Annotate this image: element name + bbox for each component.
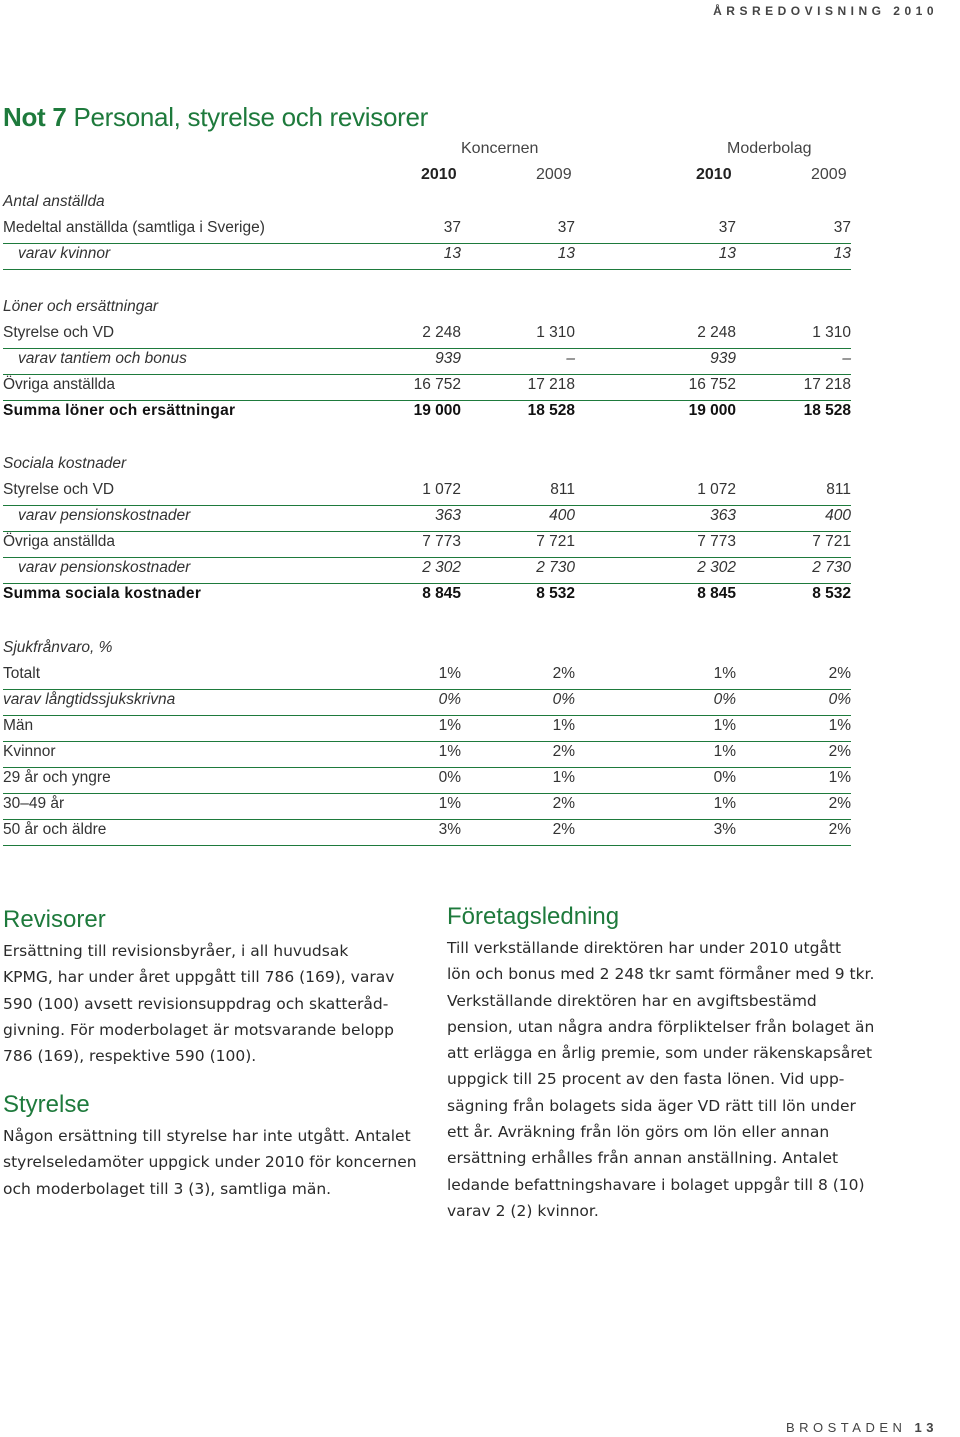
row-label: varav kvinnor [18, 245, 111, 262]
cell-value: 811 [826, 481, 851, 498]
row-label: Övriga anställda [3, 376, 116, 393]
cell-value: – [566, 350, 575, 367]
table-row [3, 767, 851, 794]
cell-value: 811 [550, 481, 575, 498]
table-row [3, 348, 851, 375]
cell-value: 17 218 [527, 376, 575, 393]
row-label: 50 år och äldre [3, 821, 107, 838]
cell-value: 0% [438, 691, 461, 708]
cell-value: 19 000 [688, 402, 736, 419]
row-label: varav pensionskostnader [18, 559, 191, 576]
cell-value: 37 [833, 219, 851, 236]
cell-value: 2 730 [812, 559, 851, 576]
column-group-moderbolag: Moderbolag [727, 140, 812, 157]
table-row [3, 689, 851, 716]
cell-value: 1% [713, 743, 736, 760]
cell-value: 1 310 [536, 324, 575, 341]
cell-value: 2% [828, 795, 851, 812]
cell-value: 8 845 [697, 585, 736, 602]
table-row [3, 663, 851, 690]
styrelse-heading: Styrelse [3, 1091, 90, 1118]
cell-value: 400 [825, 507, 851, 524]
cell-value: 0% [713, 691, 736, 708]
table-row [3, 453, 851, 479]
note-title: Personal, styrelse och revisorer [73, 102, 428, 132]
row-label: Sociala kostnader [3, 455, 127, 472]
row-label: Medeltal anställda (samtliga i Sverige) [3, 219, 265, 236]
cell-value: 363 [435, 507, 461, 524]
cell-value: 2% [828, 743, 851, 760]
row-label: 30–49 år [3, 795, 65, 812]
cell-value: 2 302 [422, 559, 461, 576]
cell-value: 0% [552, 691, 575, 708]
cell-value: 8 532 [812, 585, 851, 602]
page-footer [786, 1420, 938, 1435]
cell-value: 16 752 [413, 376, 461, 393]
cell-value: 1% [828, 769, 851, 786]
cell-value: 1% [438, 665, 461, 682]
page-number: 13 [914, 1420, 938, 1435]
report-header: ÅRSREDOVISNING 2010 [713, 4, 938, 18]
year-koncernen-2009: 2009 [536, 166, 572, 183]
cell-value: 7 721 [812, 533, 851, 550]
cell-value: 17 218 [803, 376, 851, 393]
revisorer-heading: Revisorer [3, 906, 106, 933]
cell-value: 0% [713, 769, 736, 786]
cell-value: 3% [438, 821, 461, 838]
cell-value: 2 730 [536, 559, 575, 576]
row-label: Totalt [3, 665, 41, 682]
table-row-total [3, 583, 851, 609]
cell-value: 2% [828, 665, 851, 682]
row-label: Styrelse och VD [3, 324, 115, 341]
cell-value: 0% [828, 691, 851, 708]
table-row [3, 296, 851, 322]
cell-value: 1% [552, 769, 575, 786]
foretagsledning-paragraph: Till verkställande direktören har under 2010 utgått lön och bonus med 2 248 tkr samt förmåner med 9 tkr. Verkställande direktören har en avgiftsbestämd pension, utan några andra förpliktelser från bolaget än att erlägga en årlig premie, som under räkenskapsåret uppgick till 25 procent av den fasta lönen. Vid upp- sägning från bolagets sida äger VD rätt till lön under ett år. Avräkning från lön görs om lön eller annan ersättning erhålles från annan anställning. Antalet ledande befattningshavare i bolaget uppgår till 8 (10) varav 2 (2) kvinnor. [447, 939, 875, 1220]
row-label: Män [3, 717, 34, 734]
cell-value: 13 [557, 245, 575, 262]
year-koncernen-2010: 2010 [421, 166, 457, 183]
cell-value: 13 [443, 245, 461, 262]
table-row [3, 322, 851, 349]
table-row-total [3, 400, 851, 426]
table-row [3, 741, 851, 768]
table-row [3, 531, 851, 558]
cell-value: 2% [552, 743, 575, 760]
table-row [3, 715, 851, 742]
cell-value: 2% [552, 821, 575, 838]
table-row [3, 191, 851, 217]
table-row [3, 557, 851, 584]
cell-value: 1% [438, 717, 461, 734]
cell-value: 2% [828, 821, 851, 838]
cell-value: 13 [833, 245, 851, 262]
cell-value: 2% [552, 795, 575, 812]
cell-value: 1 072 [422, 481, 461, 498]
cell-value: 37 [443, 219, 461, 236]
cell-value: 2% [552, 665, 575, 682]
cell-value: 1% [552, 717, 575, 734]
cell-value: 939 [435, 350, 461, 367]
row-label: 29 år och yngre [3, 769, 111, 786]
table-row [3, 374, 851, 401]
cell-value: 7 773 [697, 533, 736, 550]
year-moderbolag-2009: 2009 [811, 166, 847, 183]
cell-value: 1% [713, 717, 736, 734]
year-moderbolag-2010: 2010 [696, 166, 732, 183]
cell-value: 16 752 [688, 376, 736, 393]
revisorer-paragraph: Ersättning till revisionsbyråer, i all huvudsak KPMG, har under året uppgått till 786 (169), varav 590 (100) avsett revisionsuppdrag och skatteråd- givning. För moderbolaget är motsvarande belopp 786 (169), respektive 590 (100). [3, 942, 395, 1066]
cell-value: 1% [438, 743, 461, 760]
cell-value: 7 721 [536, 533, 575, 550]
row-label: Summa löner och ersättningar [3, 402, 236, 419]
cell-value: 363 [710, 507, 736, 524]
cell-value: 8 845 [422, 585, 461, 602]
cell-value: 19 000 [413, 402, 461, 419]
page-title [3, 102, 428, 133]
row-label: varav tantiem och bonus [18, 350, 187, 367]
row-label: Löner och ersättningar [3, 298, 159, 315]
cell-value: 2 248 [422, 324, 461, 341]
row-label: Övriga anställda [3, 533, 116, 550]
cell-value: 400 [549, 507, 575, 524]
table-row [3, 479, 851, 506]
cell-value: 1% [713, 665, 736, 682]
note-number: Not 7 [3, 102, 67, 132]
table-row [3, 217, 851, 244]
row-label: Summa sociala kostnader [3, 585, 202, 602]
cell-value: 3% [713, 821, 736, 838]
table-row [3, 793, 851, 820]
cell-value: 7 773 [422, 533, 461, 550]
table-row [3, 243, 851, 270]
cell-value: 939 [710, 350, 736, 367]
table-row [3, 505, 851, 532]
row-label: Styrelse och VD [3, 481, 115, 498]
cell-value: 18 528 [527, 402, 575, 419]
cell-value: 2 248 [697, 324, 736, 341]
styrelse-paragraph: Någon ersättning till styrelse har inte utgått. Antalet styrelseledamöter uppgick under 2010 för koncernen och moderbolaget till 3 (3), samtliga män. [3, 1127, 417, 1198]
foretagsledning-heading: Företagsledning [447, 903, 620, 930]
cell-value: 2 302 [697, 559, 736, 576]
cell-value: 1% [713, 795, 736, 812]
row-label: Sjukfrånvaro, % [3, 639, 113, 656]
cell-value: 13 [718, 245, 736, 262]
company-name: BROSTADEN [785, 1420, 907, 1435]
row-label: varav långtidssjukskrivna [3, 691, 176, 708]
table-row [3, 819, 851, 846]
cell-value: 37 [557, 219, 575, 236]
row-label: Antal anställda [3, 193, 105, 210]
cell-value: 8 532 [536, 585, 575, 602]
cell-value: 0% [438, 769, 461, 786]
table-row [3, 637, 851, 663]
cell-value: – [842, 350, 851, 367]
cell-value: 1% [438, 795, 461, 812]
cell-value: 1 310 [812, 324, 851, 341]
row-label: varav pensionskostnader [18, 507, 191, 524]
cell-value: 1 072 [697, 481, 736, 498]
cell-value: 37 [718, 219, 736, 236]
cell-value: 1% [828, 717, 851, 734]
cell-value: 18 528 [803, 402, 851, 419]
row-label: Kvinnor [3, 743, 56, 760]
column-group-koncernen: Koncernen [461, 140, 539, 157]
